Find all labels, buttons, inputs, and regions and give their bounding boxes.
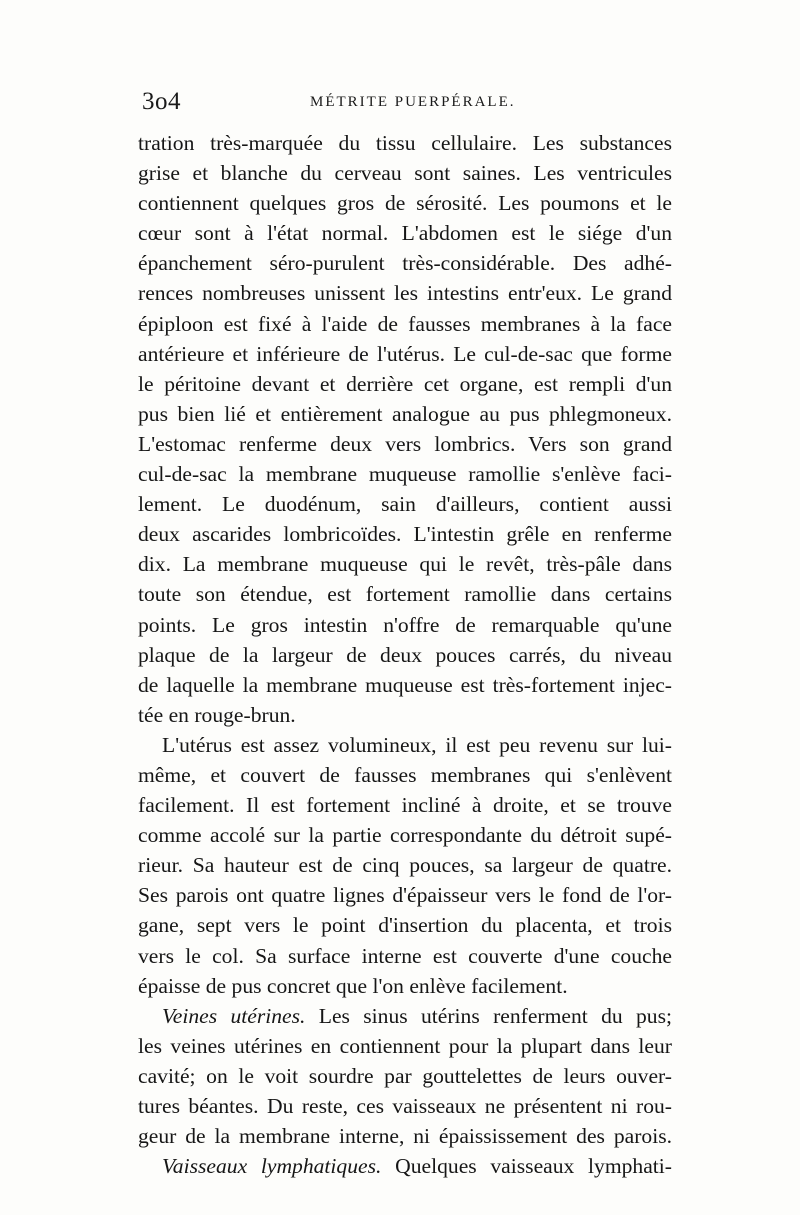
text-line: de laquelle la membrane muqueuse est très-fortement injec-	[138, 672, 672, 697]
text-line: tures béantes. Du reste, ces vaisseaux ne présentent ni rou-	[138, 1094, 672, 1118]
text-line: antérieure et inférieure de l'utérus. Le cul-de-sac que forme	[138, 341, 672, 366]
text-line: cavité; on le voit sourdre par gouttelettes de leurs ouver-	[138, 1063, 672, 1088]
text-line: tée en rouge-brun.	[138, 702, 296, 727]
text-line: pus bien lié et entièrement analogue au pus phlegmoneux.	[138, 401, 672, 426]
text-line: vers le col. Sa surface interne est couverte d'une couche	[138, 943, 672, 968]
text-line: tration très-marquée du tissu cellulaire. Les substances	[138, 131, 672, 155]
text-line: points. Le gros intestin n'offre de remarquable qu'une	[138, 612, 672, 637]
page-header	[142, 88, 670, 118]
text-line: L'utérus est assez volumineux, il est peu revenu sur lui-	[162, 732, 672, 757]
text-line: même, et couvert de fausses membranes qui s'enlèvent	[138, 762, 672, 787]
text-fragment: Les sinus utérins renferment du pus;	[318, 1003, 673, 1028]
text-line: épaisse de pus concret que l'on enlève facilement.	[138, 973, 568, 998]
text-line: cul-de-sac la membrane muqueuse ramollie s'enlève faci-	[138, 462, 672, 487]
text-line: contiennent quelques gros de sérosité. Les poumons et le	[138, 191, 672, 216]
text-line: rieur. Sa hauteur est de cinq pouces, sa largeur de quatre.	[138, 853, 672, 878]
text-fragment: Quelques vaisseaux lymphati-	[395, 1154, 672, 1179]
text-line	[138, 1151, 672, 1181]
text-line: grise et blanche du cerveau sont saines. Les ventricules	[138, 161, 672, 186]
text-line: comme accolé sur la partie correspondante du détroit supé-	[138, 823, 672, 848]
body-text	[138, 128, 672, 1181]
text-line: L'estomac renferme deux vers lombrics. Vers son grand	[138, 431, 672, 456]
text-line: gane, sept vers le point d'insertion du placenta, et trois	[138, 913, 672, 938]
text-line: cœur sont à l'état normal. L'abdomen est le siége d'un	[138, 221, 672, 246]
text-line: épiploon est fixé à l'aide de fausses membranes à la face	[138, 311, 672, 336]
section-heading-vaisseaux: Vaisseaux lymphatiques.	[162, 1154, 382, 1179]
text-line: lement. Le duodénum, sain d'ailleurs, contient aussi	[138, 492, 672, 517]
text-line: dix. La membrane muqueuse qui le revêt, très-pâle dans	[138, 552, 672, 577]
text-line: facilement. Il est fortement incliné à droite, et se trouve	[138, 793, 672, 818]
running-title: MÉTRITE PUERPÉRALE.	[310, 94, 516, 110]
text-line	[138, 1001, 672, 1031]
text-line: Ses parois ont quatre lignes d'épaisseur vers le fond de l'or-	[138, 883, 672, 908]
section-heading-veines: Veines utérines.	[162, 1003, 306, 1028]
text-line: épanchement séro-purulent très-considérable. Des adhé-	[138, 251, 672, 276]
text-line: deux ascarides lombricoïdes. L'intestin grêle en renferme	[138, 522, 672, 547]
text-line: geur de la membrane interne, ni épaississement des parois.	[138, 1124, 672, 1149]
text-line: toute son étendue, est fortement ramollie dans certains	[138, 582, 672, 607]
page-number: 3o4	[142, 88, 181, 115]
text-line: plaque de la largeur de deux pouces carrés, du niveau	[138, 642, 672, 667]
text-line: le péritoine devant et derrière cet organe, est rempli d'un	[138, 371, 672, 396]
text-line: rences nombreuses unissent les intestins entr'eux. Le grand	[138, 281, 672, 306]
text-line: les veines utérines en contiennent pour la plupart dans leur	[138, 1033, 672, 1058]
